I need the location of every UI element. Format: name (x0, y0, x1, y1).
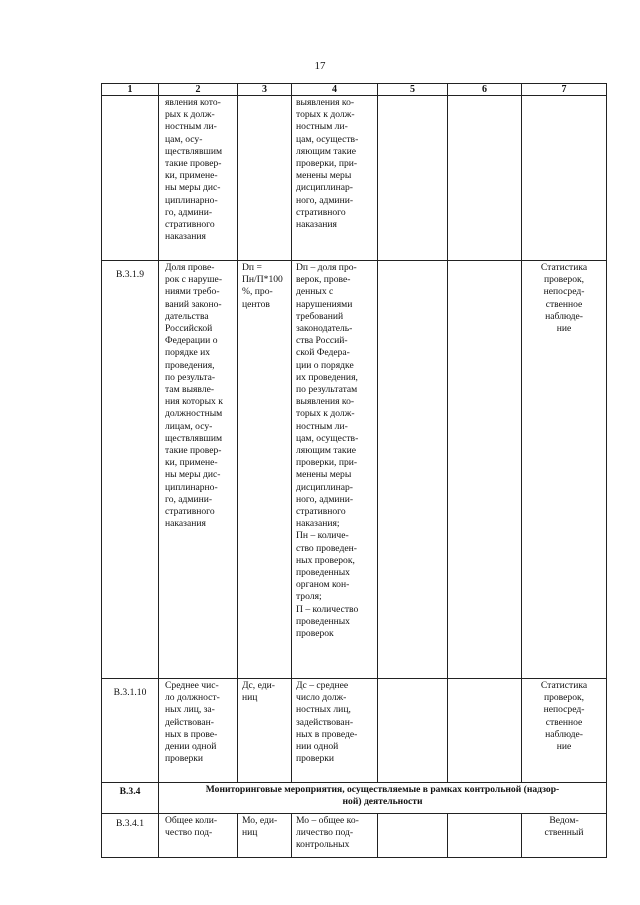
indicator-definition: выявления ко- торых к долж- ностным ли- цам, осуществ- ляющим такие проверки, при- менены меры дисциплинар- ного, админи- стративного наказания (292, 96, 378, 261)
indicator-name: Общее коли- чество под- (159, 814, 238, 858)
indicator-formula: Мо, еди- ниц (238, 814, 292, 858)
indicator-source: Статистика проверок, непосред- ственное наблюде- ние (522, 679, 607, 783)
column-header: 3 (238, 84, 292, 96)
indicator-definition: Мо – общее ко- личество под- контрольных (292, 814, 378, 858)
indicator-formula: Дс, еди- ниц (238, 679, 292, 783)
column-header: 1 (102, 84, 159, 96)
indicator-formula: Dп = Пн/П*100 %, про- центов (238, 261, 292, 679)
indicator-code: В.3.1.9 (102, 261, 159, 679)
indicator-name: Среднее чис- ло должност- ных лиц, за- действован- ных в прове- дении одной проверки (159, 679, 238, 783)
section-title: Мониторинговые мероприятия, осуществляемые в рамках контрольной (надзор- ной) деятельности (159, 783, 607, 814)
indicator-source: Статистика проверок, непосред- ственное наблюде- ние (522, 261, 607, 679)
indicator-col6 (448, 96, 522, 261)
section-code: В.3.4 (102, 783, 159, 814)
table-header-row (102, 84, 607, 96)
indicator-name: явления кото- рых к долж- ностным ли- цам, осу- ществлявшим такие провер- ки, примене- ны меры дис- циплинарно- го, админи- стративного наказания (159, 96, 238, 261)
column-header: 2 (159, 84, 238, 96)
indicator-formula (238, 96, 292, 261)
page-number: 17 (314, 60, 326, 72)
table-row (102, 679, 607, 783)
indicators-table (101, 83, 607, 858)
indicator-source (522, 96, 607, 261)
indicator-col5 (378, 679, 448, 783)
indicator-col6 (448, 679, 522, 783)
column-header: 4 (292, 84, 378, 96)
indicator-col5 (378, 814, 448, 858)
indicator-col6 (448, 261, 522, 679)
indicator-code: В.3.4.1 (102, 814, 159, 858)
indicator-definition: Dп – доля про- верок, прове- денных с нарушениями требований законодатель- ства Россий- ской Федера- ции о порядке их проведения, по результатам выявления ко- торых к долж- ностным ли- цам, осуществ- ляющим такие проверки, при- менены меры дисциплинар- ного, админи- стративного наказания; Пн – количе- ство проведен- ных проверок, проведенных органом кон- троля; П – количество проведенных проверок (292, 261, 378, 679)
table-row (102, 96, 607, 261)
indicator-code (102, 96, 159, 261)
indicator-source: Ведом- ственный (522, 814, 607, 858)
indicator-definition: Дс – среднее число долж- ностных лиц, задействован- ных в проведе- нии одной проверки (292, 679, 378, 783)
column-header: 6 (448, 84, 522, 96)
indicator-name: Доля прове- рок с наруше- ниями требо- ваний законо- дательства Российской Федерации о порядке их проведения, по результа- там выявле- ния которых к должностным лицам, осу- ществлявшим такие провер- ки, примене- ны меры дис- циплинарно- го, админи- стративного наказания (159, 261, 238, 679)
column-header: 7 (522, 84, 607, 96)
table-row (102, 814, 607, 858)
indicator-col5 (378, 96, 448, 261)
section-row (102, 783, 607, 814)
indicator-code: В.3.1.10 (102, 679, 159, 783)
table-row (102, 261, 607, 679)
column-header: 5 (378, 84, 448, 96)
indicator-col5 (378, 261, 448, 679)
indicator-col6 (448, 814, 522, 858)
